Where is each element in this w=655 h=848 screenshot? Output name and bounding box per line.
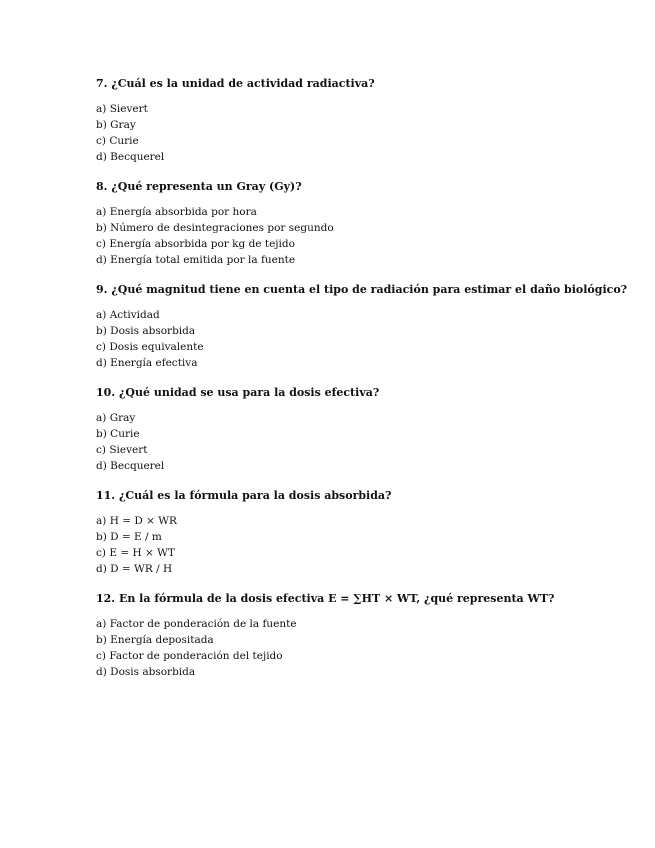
question-title: 10. ¿Qué unidad se usa para la dosis efectiva? — [96, 386, 380, 399]
question-9 — [96, 282, 628, 371]
option-a: a) Energía absorbida por hora — [96, 206, 257, 218]
document-page — [96, 76, 628, 694]
question-title: 7. ¿Cuál es la unidad de actividad radiactiva? — [96, 77, 375, 90]
option-a: a) Actividad — [96, 309, 160, 321]
option-c: c) Dosis equivalente — [96, 341, 204, 353]
option-list — [96, 513, 616, 577]
option-d: d) Becquerel — [96, 151, 165, 163]
question-title: 9. ¿Qué magnitud tiene en cuenta el tipo de radiación para estimar el daño biológico? — [96, 283, 628, 296]
option-c: c) Energía absorbida por kg de tejido — [96, 238, 295, 250]
option-c: c) E = H × WT — [96, 547, 175, 559]
option-d: d) Energía efectiva — [96, 357, 198, 369]
option-d: d) Energía total emitida por la fuente — [96, 254, 296, 266]
option-list — [96, 616, 616, 680]
option-b: b) Energía depositada — [96, 634, 214, 646]
option-a: a) Factor de ponderación de la fuente — [96, 618, 297, 630]
option-b: b) D = E / m — [96, 531, 162, 543]
option-c: c) Sievert — [96, 444, 148, 456]
option-list — [96, 101, 616, 165]
option-a: a) Sievert — [96, 103, 148, 115]
option-c: c) Factor de ponderación del tejido — [96, 650, 283, 662]
option-d: d) Becquerel — [96, 460, 165, 472]
option-a: a) H = D × WR — [96, 515, 177, 527]
question-title: 8. ¿Qué representa un Gray (Gy)? — [96, 180, 302, 193]
option-list — [96, 204, 616, 268]
question-10 — [96, 385, 616, 474]
option-list — [96, 307, 616, 371]
option-d: d) D = WR / H — [96, 563, 173, 575]
question-8 — [96, 179, 616, 268]
question-title: 11. ¿Cuál es la fórmula para la dosis absorbida? — [96, 489, 392, 502]
option-b: b) Curie — [96, 428, 140, 440]
question-7 — [96, 76, 616, 165]
option-a: a) Gray — [96, 412, 136, 424]
option-list — [96, 410, 616, 474]
question-12 — [96, 591, 616, 680]
option-b: b) Número de desintegraciones por segundo — [96, 222, 334, 234]
question-title: 12. En la fórmula de la dosis efectiva E = ∑HT × WT, ¿qué representa WT? — [96, 592, 555, 605]
option-b: b) Dosis absorbida — [96, 325, 196, 337]
option-b: b) Gray — [96, 119, 136, 131]
question-11 — [96, 488, 616, 577]
option-d: d) Dosis absorbida — [96, 666, 196, 678]
option-c: c) Curie — [96, 135, 139, 147]
